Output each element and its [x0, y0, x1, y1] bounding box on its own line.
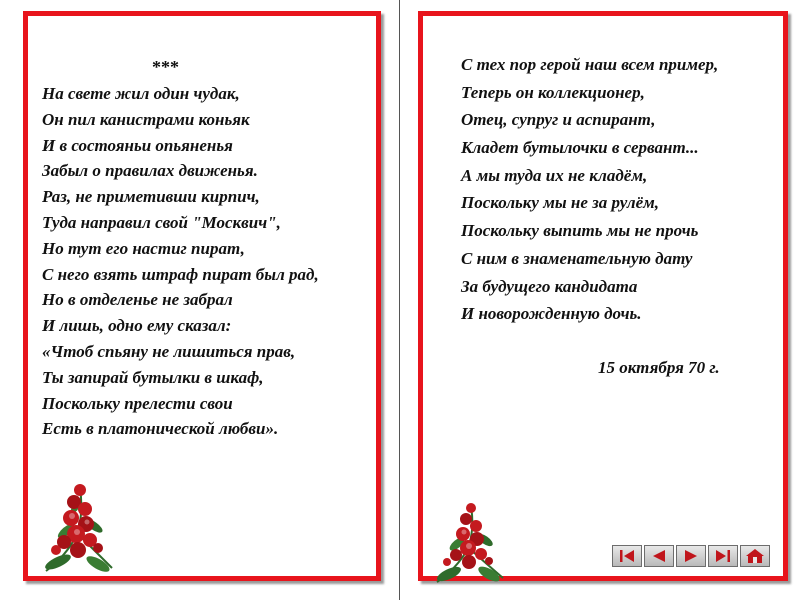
- first-slide-icon: [617, 549, 637, 563]
- poem-line: Поскольку мы не за рулём,: [461, 193, 660, 213]
- poem-line: А мы туда их не кладём,: [461, 165, 648, 185]
- left-poem-text: [42, 81, 319, 442]
- poem-ornament: ***: [152, 57, 179, 77]
- poem-line: И новорожденную дочь.: [461, 304, 642, 324]
- left-poem-card: [23, 11, 381, 581]
- poem-line: Раз, не приметивши кирпич,: [42, 187, 260, 207]
- poem-line: На свете жил один чудак,: [42, 84, 240, 103]
- next-slide-icon: [681, 549, 701, 563]
- right-poem-card: [418, 11, 788, 581]
- poem-line: И лишь, одно ему сказал:: [42, 316, 232, 336]
- poem-line: Ты запирай бутылки в шкаф,: [42, 367, 264, 387]
- first-slide-button[interactable]: [612, 545, 642, 567]
- next-slide-button[interactable]: [676, 545, 706, 567]
- home-button[interactable]: [740, 545, 770, 567]
- poem-date: 15 октября 70 г.: [598, 358, 720, 377]
- poem-line: Отец, супруг и аспирант,: [461, 110, 656, 130]
- poem-line: Теперь он коллекционер,: [461, 82, 645, 102]
- rose-bouquet-image: [36, 476, 116, 576]
- poem-line: За будущего кандидата: [461, 276, 638, 296]
- previous-slide-icon: [649, 549, 669, 563]
- poem-line: С ним в знаменательную дату: [461, 248, 693, 268]
- poem-line: И в состояньи опьяненья: [42, 135, 233, 155]
- poem-line: «Чтоб спьяну не лишиться прав,: [42, 341, 296, 361]
- last-slide-icon: [713, 549, 733, 563]
- poem-line: Поскольку выпить мы не прочь: [461, 221, 699, 241]
- home-icon: [745, 548, 765, 564]
- page-divider: [399, 0, 400, 600]
- right-poem-text: [461, 51, 718, 328]
- poem-line: Забыл о правилах движенья.: [42, 161, 258, 181]
- slide-navigation: [612, 545, 770, 569]
- poem-line: Он пил канистрами коньяк: [42, 109, 250, 129]
- poem-line: Есть в платонической любви».: [42, 419, 279, 439]
- previous-slide-button[interactable]: [644, 545, 674, 567]
- poem-line: Но в отделенье не забрал: [42, 290, 233, 310]
- poem-line: Туда направил свой "Москвич",: [42, 212, 281, 232]
- last-slide-button[interactable]: [708, 545, 738, 567]
- poem-line: Но тут его настиг пират,: [42, 238, 245, 258]
- poem-line: С него взять штраф пират был рад,: [42, 264, 319, 284]
- poem-line: Кладет бутылочки в сервант...: [461, 138, 699, 158]
- rose-bouquet-image: [429, 496, 509, 586]
- poem-line: С тех пор герой наш всем пример,: [461, 55, 719, 74]
- poem-line: Поскольку прелести свои: [42, 393, 233, 413]
